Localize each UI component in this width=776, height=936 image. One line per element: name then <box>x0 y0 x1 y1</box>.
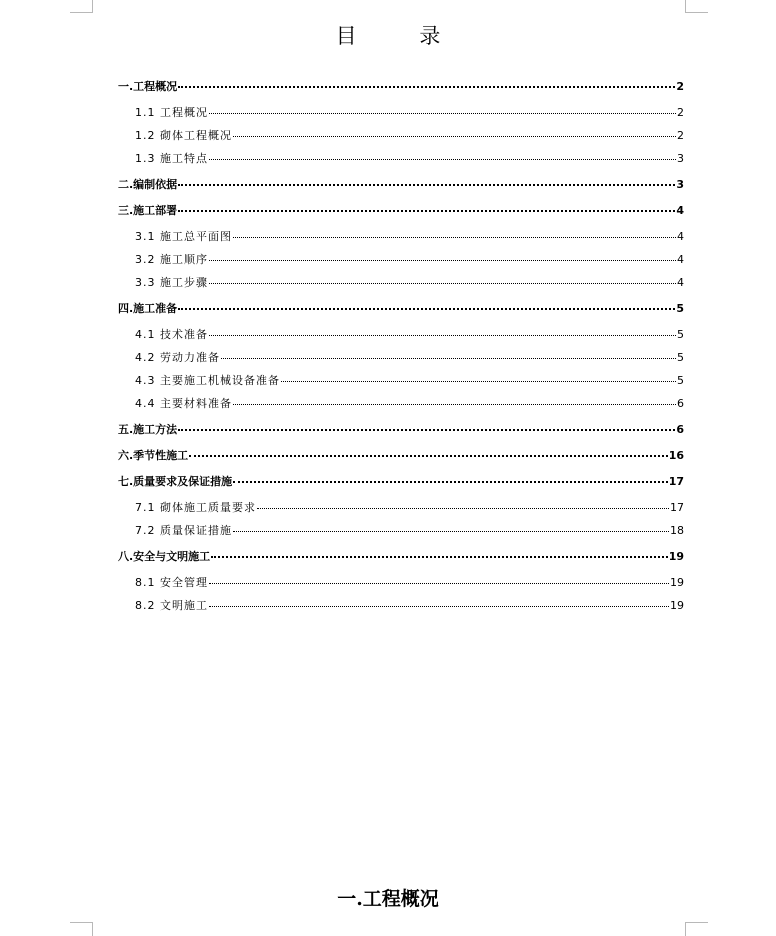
toc-dot-leader <box>211 556 668 558</box>
toc-dot-leader <box>221 358 676 359</box>
toc-entry-label: 8.1 安全管理 <box>135 576 208 589</box>
toc-entry-page-number: 5 <box>677 328 684 341</box>
toc-entry-page-number: 2 <box>677 106 684 119</box>
toc-entry-page-number: 2 <box>676 80 684 93</box>
table-of-contents <box>118 68 684 622</box>
toc-entry-label: 1.3 施工特点 <box>135 152 208 165</box>
toc-entry[interactable] <box>118 475 684 489</box>
toc-dot-leader <box>209 260 676 261</box>
toc-dot-leader <box>209 335 676 336</box>
toc-entry[interactable] <box>118 80 684 94</box>
toc-entry-page-number: 19 <box>668 550 684 563</box>
toc-dot-leader <box>233 136 676 137</box>
toc-dot-leader <box>209 159 676 160</box>
toc-entry[interactable] <box>118 501 684 515</box>
toc-entry-page-number: 18 <box>670 524 684 537</box>
crop-mark-top-left <box>70 0 93 13</box>
toc-entry[interactable] <box>118 599 684 613</box>
toc-entry-page-number: 6 <box>677 397 684 410</box>
toc-entry-label: 3.2 施工顺序 <box>135 253 208 266</box>
toc-dot-leader <box>178 184 675 186</box>
toc-dot-leader <box>178 308 675 310</box>
toc-entry[interactable] <box>118 204 684 218</box>
section-heading: 一.工程概况 <box>337 888 439 910</box>
toc-entry[interactable] <box>118 449 684 463</box>
toc-entry[interactable] <box>118 129 684 143</box>
toc-entry-page-number: 19 <box>670 576 684 589</box>
toc-entry-label: 八.安全与文明施工 <box>118 550 211 563</box>
toc-entry[interactable] <box>118 397 684 411</box>
toc-entry-label: 二.编制依据 <box>118 178 178 191</box>
toc-entry[interactable] <box>118 178 684 192</box>
toc-entry-page-number: 4 <box>677 253 684 266</box>
toc-entry[interactable] <box>118 253 684 267</box>
toc-entry[interactable] <box>118 423 684 437</box>
toc-dot-leader <box>233 237 676 238</box>
toc-entry-page-number: 3 <box>676 178 684 191</box>
toc-entry-label: 3.3 施工步骤 <box>135 276 208 289</box>
toc-dot-leader <box>178 429 675 431</box>
toc-dot-leader <box>178 86 675 88</box>
toc-title: 目 录 <box>335 24 469 48</box>
toc-entry-label: 4.1 技术准备 <box>135 328 208 341</box>
toc-entry-label: 3.1 施工总平面图 <box>135 230 232 243</box>
toc-entry[interactable] <box>118 276 684 290</box>
toc-dot-leader <box>209 283 676 284</box>
toc-entry[interactable] <box>118 576 684 590</box>
toc-dot-leader <box>257 508 669 509</box>
toc-entry-label: 1.2 砌体工程概况 <box>135 129 232 142</box>
toc-dot-leader <box>178 210 675 212</box>
toc-entry-page-number: 3 <box>677 152 684 165</box>
toc-entry-label: 7.1 砌体施工质量要求 <box>135 501 256 514</box>
toc-entry[interactable] <box>118 550 684 564</box>
toc-entry-page-number: 17 <box>670 501 684 514</box>
toc-entry-label: 1.1 工程概况 <box>135 106 208 119</box>
toc-entry-page-number: 16 <box>668 449 684 462</box>
toc-entry[interactable] <box>118 302 684 316</box>
toc-entry[interactable] <box>118 524 684 538</box>
toc-dot-leader <box>233 404 676 405</box>
toc-entry-page-number: 5 <box>677 351 684 364</box>
toc-entry[interactable] <box>118 230 684 244</box>
toc-dot-leader <box>209 606 669 607</box>
toc-entry-label: 四.施工准备 <box>118 302 178 315</box>
crop-mark-bottom-right <box>685 922 708 936</box>
toc-dot-leader <box>189 455 668 457</box>
toc-entry-page-number: 4 <box>677 276 684 289</box>
toc-dot-leader <box>233 531 669 532</box>
toc-entry-label: 8.2 文明施工 <box>135 599 208 612</box>
toc-entry[interactable] <box>118 351 684 365</box>
toc-entry-page-number: 6 <box>676 423 684 436</box>
crop-mark-bottom-left <box>70 922 93 936</box>
toc-entry-page-number: 4 <box>677 230 684 243</box>
toc-entry-page-number: 5 <box>677 374 684 387</box>
toc-entry-label: 7.2 质量保证措施 <box>135 524 232 537</box>
toc-entry-label: 三.施工部署 <box>118 204 178 217</box>
toc-entry-label: 4.4 主要材料准备 <box>135 397 232 410</box>
toc-entry-label: 一.工程概况 <box>118 80 178 93</box>
toc-entry-page-number: 19 <box>670 599 684 612</box>
toc-entry-page-number: 4 <box>676 204 684 217</box>
toc-entry[interactable] <box>118 328 684 342</box>
toc-dot-leader <box>233 481 668 483</box>
toc-entry[interactable] <box>118 106 684 120</box>
toc-entry-label: 4.3 主要施工机械设备准备 <box>135 374 280 387</box>
toc-entry[interactable] <box>118 152 684 166</box>
toc-entry-label: 六.季节性施工 <box>118 449 189 462</box>
toc-entry-label: 七.质量要求及保证措施 <box>118 475 233 488</box>
toc-entry-page-number: 2 <box>677 129 684 142</box>
toc-entry-page-number: 5 <box>676 302 684 315</box>
toc-entry[interactable] <box>118 374 684 388</box>
toc-dot-leader <box>209 113 676 114</box>
toc-entry-page-number: 17 <box>668 475 684 488</box>
toc-entry-label: 4.2 劳动力准备 <box>135 351 220 364</box>
toc-entry-label: 五.施工方法 <box>118 423 178 436</box>
toc-dot-leader <box>209 583 669 584</box>
crop-mark-top-right <box>685 0 708 13</box>
toc-dot-leader <box>281 381 676 382</box>
